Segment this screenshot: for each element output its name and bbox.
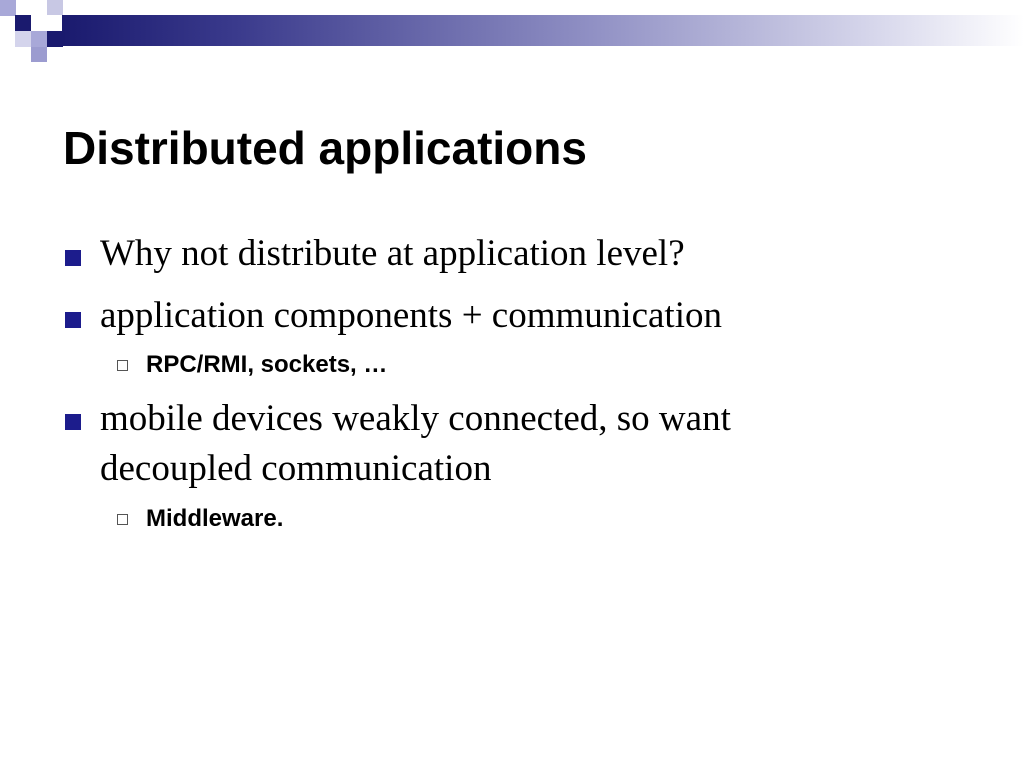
bullet-text: mobile devices weakly connected, so want decoupled communication xyxy=(100,398,731,489)
hollow-square-icon xyxy=(117,360,128,371)
filled-square-icon xyxy=(65,250,81,266)
bullet-item xyxy=(0,394,1024,494)
bullet-text: application components + communication xyxy=(100,295,722,336)
sub-bullet-text: Middleware. xyxy=(146,505,284,532)
filled-square-icon xyxy=(65,414,81,430)
bullet-item xyxy=(0,229,1024,279)
sub-bullet-item xyxy=(0,350,1024,380)
slide-title: Distributed applications xyxy=(63,122,587,174)
sub-bullet-text: RPC/RMI, sockets, … xyxy=(146,351,388,378)
sub-bullet-item xyxy=(0,504,1024,534)
bullet-item xyxy=(0,291,1024,341)
hollow-square-icon xyxy=(117,514,128,525)
filled-square-icon xyxy=(65,312,81,328)
bullet-text: Why not distribute at application level? xyxy=(100,233,685,274)
